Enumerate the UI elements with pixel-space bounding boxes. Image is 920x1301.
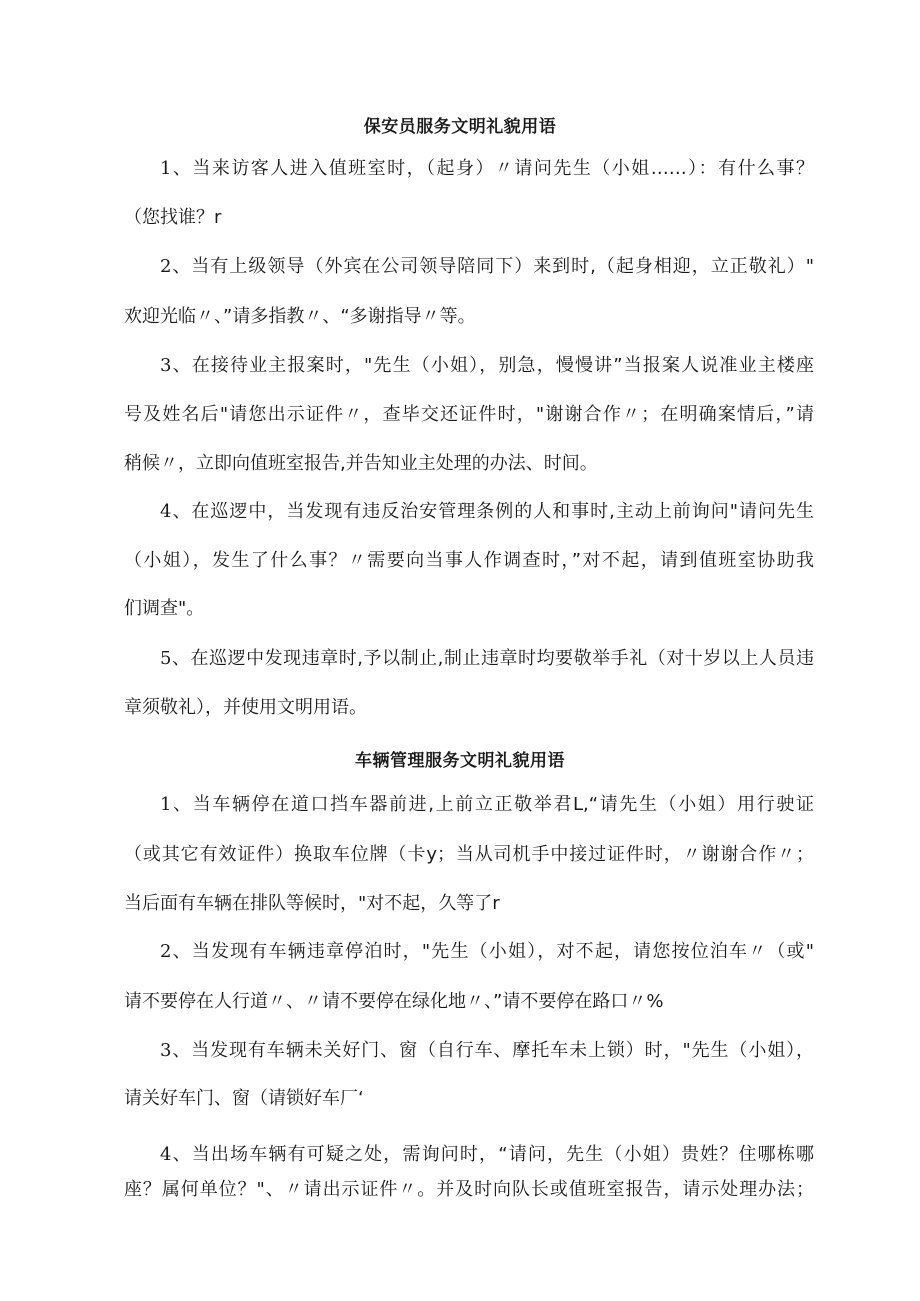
section-title-security-guard: 保安员服务文明礼貌用语 bbox=[363, 117, 557, 137]
paragraph-line: 4、当出场车辆有可疑之处，需询问时，“请问，先生（小姐）贵姓？住哪栋哪 bbox=[160, 1144, 814, 1165]
paragraph-line: 1、当来访客人进入值班室时，（起身）〃请问先生（小姐……）：有什么事？ bbox=[160, 158, 814, 179]
item-number: 1 bbox=[160, 158, 172, 179]
paragraph-line: 3、在接待业主报案时，"先生（小姐），别急，慢慢讲”当报案人说准业主楼座 bbox=[160, 355, 814, 376]
item-number: 3 bbox=[160, 1040, 172, 1061]
paragraph-line: 当后面有车辆在排队等候时，"对不起，久等了r bbox=[124, 893, 500, 914]
item-number: 1 bbox=[160, 794, 172, 815]
paragraph-line: 号及姓名后"请您出示证件〃，查毕交还证件时，"谢谢合作〃；在明确案情后，”请 bbox=[124, 404, 814, 425]
item-number: 3 bbox=[160, 355, 172, 376]
paragraph-line: （您找谁？r bbox=[124, 207, 222, 228]
paragraph-line: 请不要停在人行道〃、〃请不要停在绿化地〃、”请不要停在路口〃% bbox=[124, 991, 664, 1012]
item-number: 5 bbox=[160, 648, 172, 669]
section-title-vehicle-management: 车辆管理服务文明礼貌用语 bbox=[355, 751, 565, 771]
paragraph-line: 稍候〃，立即向值班室报告,并告知业主处理的办法、时间。 bbox=[124, 453, 598, 474]
paragraph-line: 们调查"。 bbox=[124, 598, 205, 619]
item-number: 2 bbox=[160, 256, 172, 277]
item-number: 4 bbox=[160, 1144, 172, 1165]
paragraph-line: 2、当有上级领导（外宾在公司领导陪同下）来到时,（起身相迎，立正敬礼）" bbox=[160, 256, 814, 277]
paragraph-line: 2、当发现有车辆违章停泊时，"先生（小姐），对不起，请您按位泊车〃（或" bbox=[160, 941, 814, 962]
paragraph-line: （或其它有效证件）换取车位牌（卡y；当从司机手中接过证件时，〃谢谢合作〃； bbox=[124, 844, 814, 865]
item-number: 4 bbox=[160, 501, 172, 522]
paragraph-line: 1、当车辆停在道口挡车器前进,上前立正敬举君L,“请先生（小姐）用行驶证 bbox=[160, 794, 814, 815]
paragraph-line: 5、在巡逻中发现违章时,予以制止,制止违章时均要敬举手礼（对十岁以上人员违 bbox=[160, 648, 814, 669]
paragraph-line: （小姐），发生了什么事？〃需要向当事人作调查时，”对不起，请到值班室协助我 bbox=[124, 550, 814, 571]
paragraph-line: 3、当发现有车辆未关好门、窗（自行车、摩托车未上锁）时，"先生（小姐）， bbox=[160, 1040, 814, 1061]
paragraph-line: 欢迎光临〃、”请多指教〃、“多谢指导〃等。 bbox=[124, 306, 476, 327]
paragraph-line: 4、在巡逻中，当发现有违反治安管理条例的人和事时,主动上前询问"请问先生 bbox=[160, 501, 814, 522]
item-number: 2 bbox=[160, 941, 172, 962]
paragraph-line: 章须敬礼），并使用文明用语。 bbox=[124, 697, 367, 718]
paragraph-line: 座？属何单位？"、〃请出示证件〃。并及时向队长或值班室报告，请示处理办法； bbox=[124, 1179, 814, 1200]
paragraph-line: 请关好车门、窗（请锁好车厂‘ bbox=[124, 1088, 364, 1109]
